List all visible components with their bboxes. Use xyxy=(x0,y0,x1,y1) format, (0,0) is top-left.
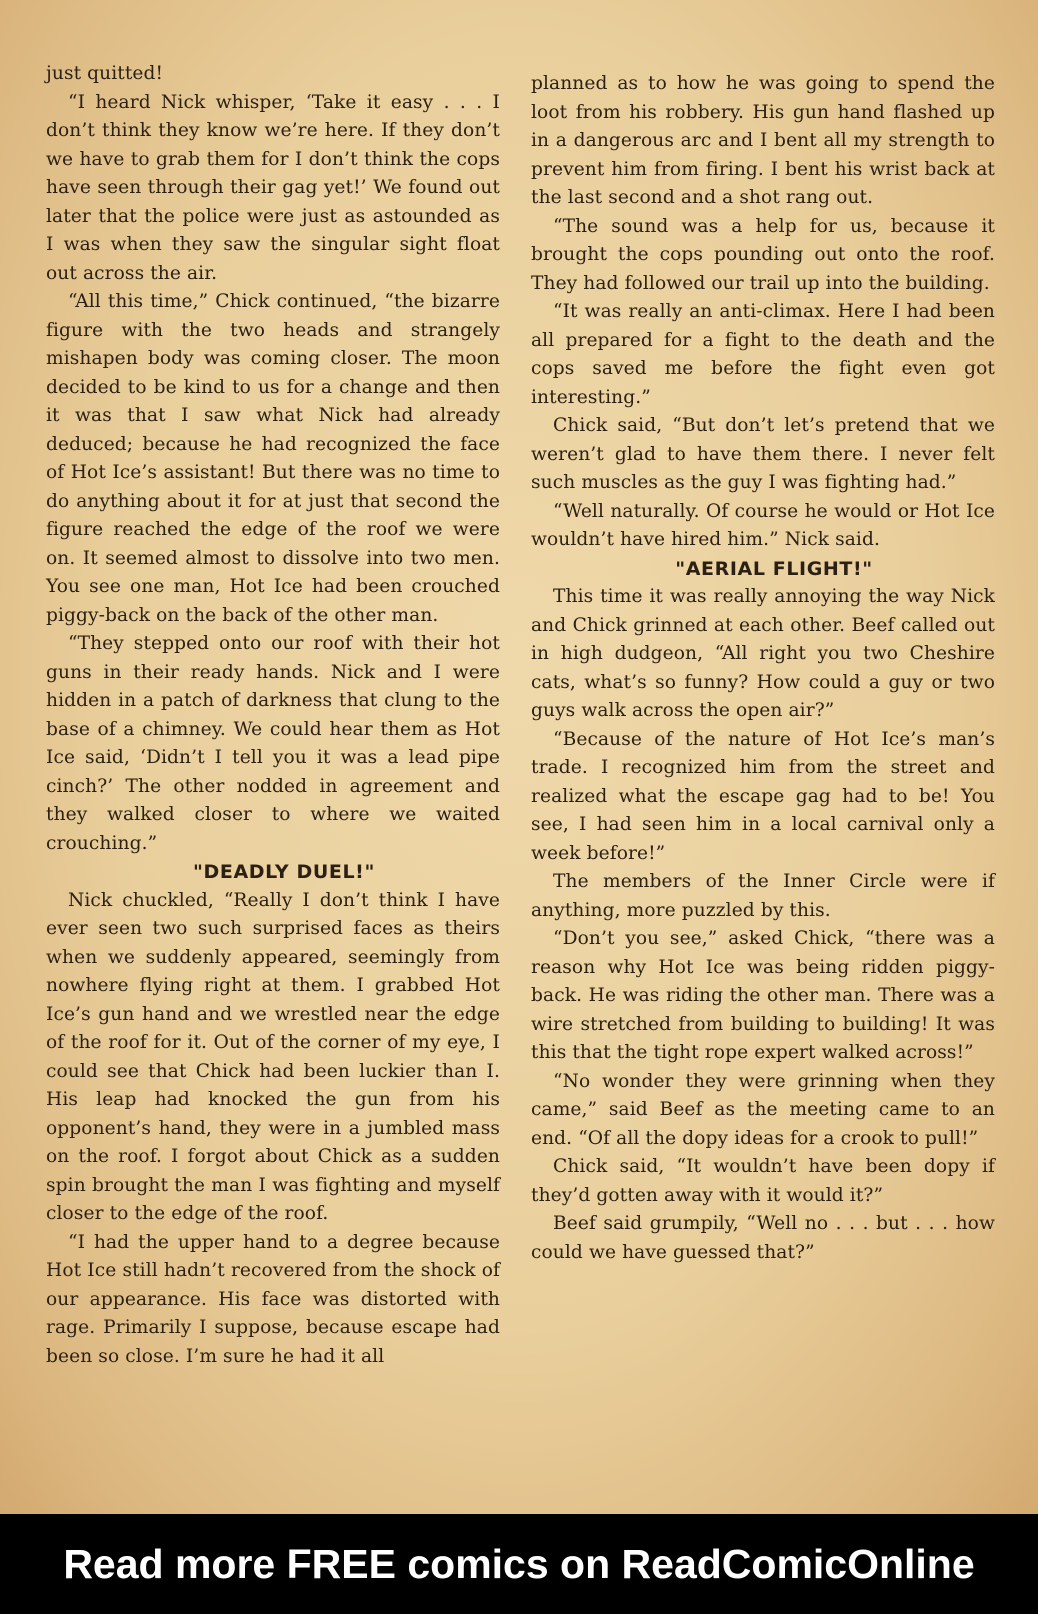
left-text-column xyxy=(46,60,500,1371)
paragraph: “Don’t you see,” asked Chick, “there was a reason why Hot Ice was being ridden piggy-back. He was riding the other man. There was a wire stretched from building to building! It was this that the tight rope expert walked across!” xyxy=(531,928,995,1063)
paragraph: “The sound was a help for us, because it brought the cops pounding out onto the roof. They had followed our trail up into the building. xyxy=(531,215,995,294)
paragraph: “They stepped onto our roof with their hot guns in their ready hands. Nick and I were hidden in a patch of darkness that clung to the base of a chimney. We could hear them as Hot Ice said, ‘Didn’t I tell you it was a lead pipe cinch?’ The other nodded in agreement and they walked closer to where we waited crouching.” xyxy=(46,633,500,854)
paragraph: Chick said, “It wouldn’t have been dopy if they’d gotten away with it would it?” xyxy=(531,1156,995,1206)
paragraph: “It was really an anti-climax. Here I had been all prepared for a fight to the death and the cops saved me before the fight even got interesting.” xyxy=(531,301,995,408)
paragraph: “Because of the nature of Hot Ice’s man’s trade. I recognized him from the street and realized what the escape gag had to be! You see, I had seen him in a local carnival only a week before!” xyxy=(531,728,995,864)
paragraph: Beef said grumpily, “Well no . . . but . . . how could we have guessed that?” xyxy=(531,1213,995,1263)
section-heading-aerial-flight: "AERIAL FLIGHT!" xyxy=(675,557,873,580)
right-text-column xyxy=(531,70,995,1267)
paragraph: just quitted! xyxy=(46,63,164,84)
paragraph: “I had the upper hand to a degree because Hot Ice still hadn’t recovered from the shock of our appearance. His face was distorted with rage. Primarily I suppose, because escape had been so close. I’m sure he had it all xyxy=(46,1231,500,1367)
paragraph: “All this time,” Chick continued, “the bizarre figure with the two heads and strangely mishapen body was coming closer. The moon decided to be kind to us for a change and then it was that I saw what Nick had already deduced; because he had recognized the face of Hot Ice’s assistant! But there was no time to do anything about it for at just that second the figure reached the edge of the roof we were on. It seemed almost to dissolve into two men. You see one man, Hot Ice had been crouched piggy-back on the back of the other man. xyxy=(46,291,500,626)
promo-banner-text: Read more FREE comics on ReadComicOnline xyxy=(63,1541,975,1587)
section-heading-deadly-duel: "DEADLY DUEL!" xyxy=(193,861,375,883)
paragraph: This time it was really annoying the way Nick and Chick grinned at each other. Beef called out in high dudgeon, “All right you two Cheshire cats, what’s so funny? How could a guy or two guys walk across the open air?” xyxy=(531,586,995,721)
paragraph: “Well naturally. Of course he would or Hot Ice wouldn’t have hired him.” Nick said. xyxy=(531,500,995,550)
promo-banner xyxy=(0,1514,1038,1614)
paragraph: “No wonder they were grinning when they came,” said Beef as the meeting came to an end. “Of all the dopy ideas for a crook to pull!” xyxy=(531,1070,995,1149)
paragraph: Chick said, “But don’t let’s pretend that we weren’t glad to have them there. I never felt such muscles as the guy I was fighting had.” xyxy=(531,415,995,493)
paragraph: “I heard Nick whisper, ‘Take it easy . . . I don’t think they know we’re here. If they don’t we have to grab them for I don’t think the cops have seen through their gag yet!’ We found out later that the police were just as astounded as I was when they saw the singular sight float out across the air. xyxy=(46,91,500,284)
paragraph: Nick chuckled, “Really I don’t think I have ever seen two such surprised faces as theirs when we suddenly appeared, seemingly from nowhere flying right at them. I grabbed Hot Ice’s gun hand and we wrestled near the edge of the roof for it. Out of the corner of my eye, I could see that Chick had been luckier than I. His leap had knocked the gun from his opponent’s hand, they were in a jumbled mass on the roof. I forgot about Chick as a sudden spin brought the man I was fighting and myself closer to the edge of the roof. xyxy=(46,889,500,1224)
paragraph: planned as to how he was going to spend the loot from his robbery. His gun hand flashed up in a dangerous arc and I bent all my strength to prevent him from firing. I bent his wrist back at the last second and a shot rang out. xyxy=(531,73,995,208)
paragraph: The members of the Inner Circle were if anything, more puzzled by this. xyxy=(531,871,995,921)
